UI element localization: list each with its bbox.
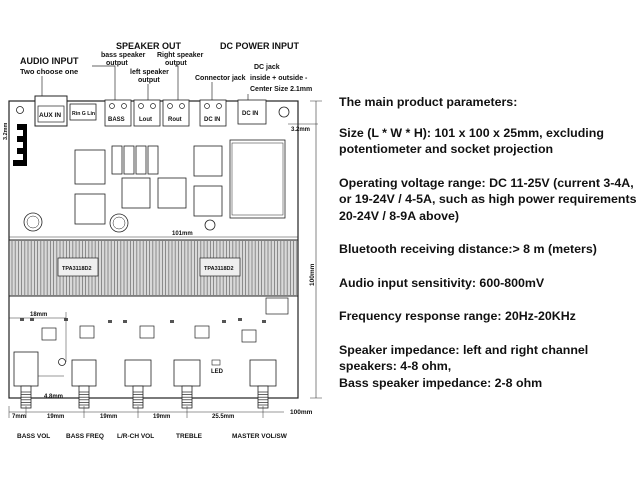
dim-19-a: 19mm [47, 414, 65, 420]
left-speaker-output-label-1: left speaker [130, 69, 169, 76]
bass-speaker-output-label-1: bass speaker [101, 52, 146, 59]
lout-terminal-label: Lout [139, 117, 152, 123]
treble-label: TREBLE [176, 433, 202, 440]
bass-freq-label: BASS FREQ [66, 433, 104, 440]
aux-in-jack [35, 96, 67, 126]
dc-in-jack-label: DC IN [242, 111, 259, 117]
dim-4-8: 4.8mm [44, 394, 64, 400]
right-speaker-output-label-2: output [165, 60, 187, 67]
knob-shaft-2 [133, 386, 143, 408]
dc-in-terminal-label: DC IN [204, 117, 221, 123]
inside-outside-label: inside + outside - [250, 75, 308, 82]
dim-25-5: 25.5mm [212, 414, 235, 420]
dim-width-101: 101mm [172, 231, 193, 237]
lr-ch-vol-pot [125, 360, 151, 386]
voltage-param: Operating voltage range: DC 11-25V (current 3-4A, or 19-24V / 4-5A, such as high power requirements 20-24V / 8-9A above) [339, 175, 637, 223]
master-vol-pot [250, 360, 276, 386]
audio-sensitivity-param: Audio input sensitivity: 600-800mV [339, 275, 545, 290]
amp-chip-left-label: TPA3118D2 [62, 266, 92, 272]
size-param: Size (L * W * H): 101 x 100 x 25mm, excluding potentiometer and socket projection [339, 125, 604, 156]
master-vol-sw-label: MASTER VOL/SW [232, 433, 287, 440]
dc-power-input-label: DC POWER INPUT [220, 41, 300, 51]
treble-pot [174, 360, 200, 386]
bluetooth-distance-param: Bluetooth receiving distance:> 8 m (meters) [339, 242, 597, 256]
knob-shaft-3 [182, 386, 192, 408]
bass-impedance-param: Bass speaker impedance: 2-8 ohm [339, 375, 543, 390]
rin-g-lin-label: Rin G Lin [72, 111, 96, 117]
bass-terminal-label: BASS [108, 117, 125, 123]
bass-freq-pot [72, 360, 96, 386]
bass-speaker-output-label-2: output [106, 60, 128, 67]
right-speaker-output-label-1: Right speaker [157, 52, 204, 59]
dim-100-bottom: 100mm [290, 409, 313, 416]
led-label: LED [211, 369, 223, 375]
speaker-impedance-param: Speaker impedance: left and right channel speakers: 4-8 ohm, [339, 342, 589, 373]
knob-shaft-1 [79, 386, 89, 408]
dim-19-b: 19mm [100, 414, 118, 420]
dc-jack-label: DC jack [254, 64, 280, 71]
dim-height-100: 100mm [309, 263, 316, 286]
heatsink [9, 240, 298, 296]
center-size-label: Center Size 2.1mm [250, 86, 313, 93]
dim-top-left: 3.2mm [3, 122, 9, 140]
lr-ch-vol-label: L/R-CH VOL [117, 433, 155, 440]
parameters-heading: The main product parameters: [339, 95, 518, 109]
amp-chip-right-label: TPA3118D2 [204, 266, 234, 272]
knob-shaft-0 [21, 386, 31, 408]
product-parameters [339, 94, 639, 391]
aux-in-label: AUX IN [39, 112, 62, 119]
frequency-response-param: Frequency response range: 20Hz-20KHz [339, 309, 576, 323]
connector-jack-label: Connector jack [195, 75, 246, 82]
dim-18: 18mm [30, 312, 48, 318]
dim-7: 7mm [12, 414, 27, 420]
dim-top-right: 3.2mm [291, 127, 311, 133]
left-speaker-output-label-2: output [138, 77, 160, 84]
two-choose-one-label: Two choose one [20, 67, 79, 76]
dim-19-c: 19mm [153, 414, 171, 420]
knob-shaft-4 [258, 386, 268, 408]
audio-input-label: AUDIO INPUT [20, 56, 79, 66]
speaker-out-label: SPEAKER OUT [116, 41, 182, 51]
bass-vol-pot [14, 352, 38, 386]
bass-vol-label: BASS VOL [17, 433, 51, 440]
rout-terminal-label: Rout [168, 117, 182, 123]
